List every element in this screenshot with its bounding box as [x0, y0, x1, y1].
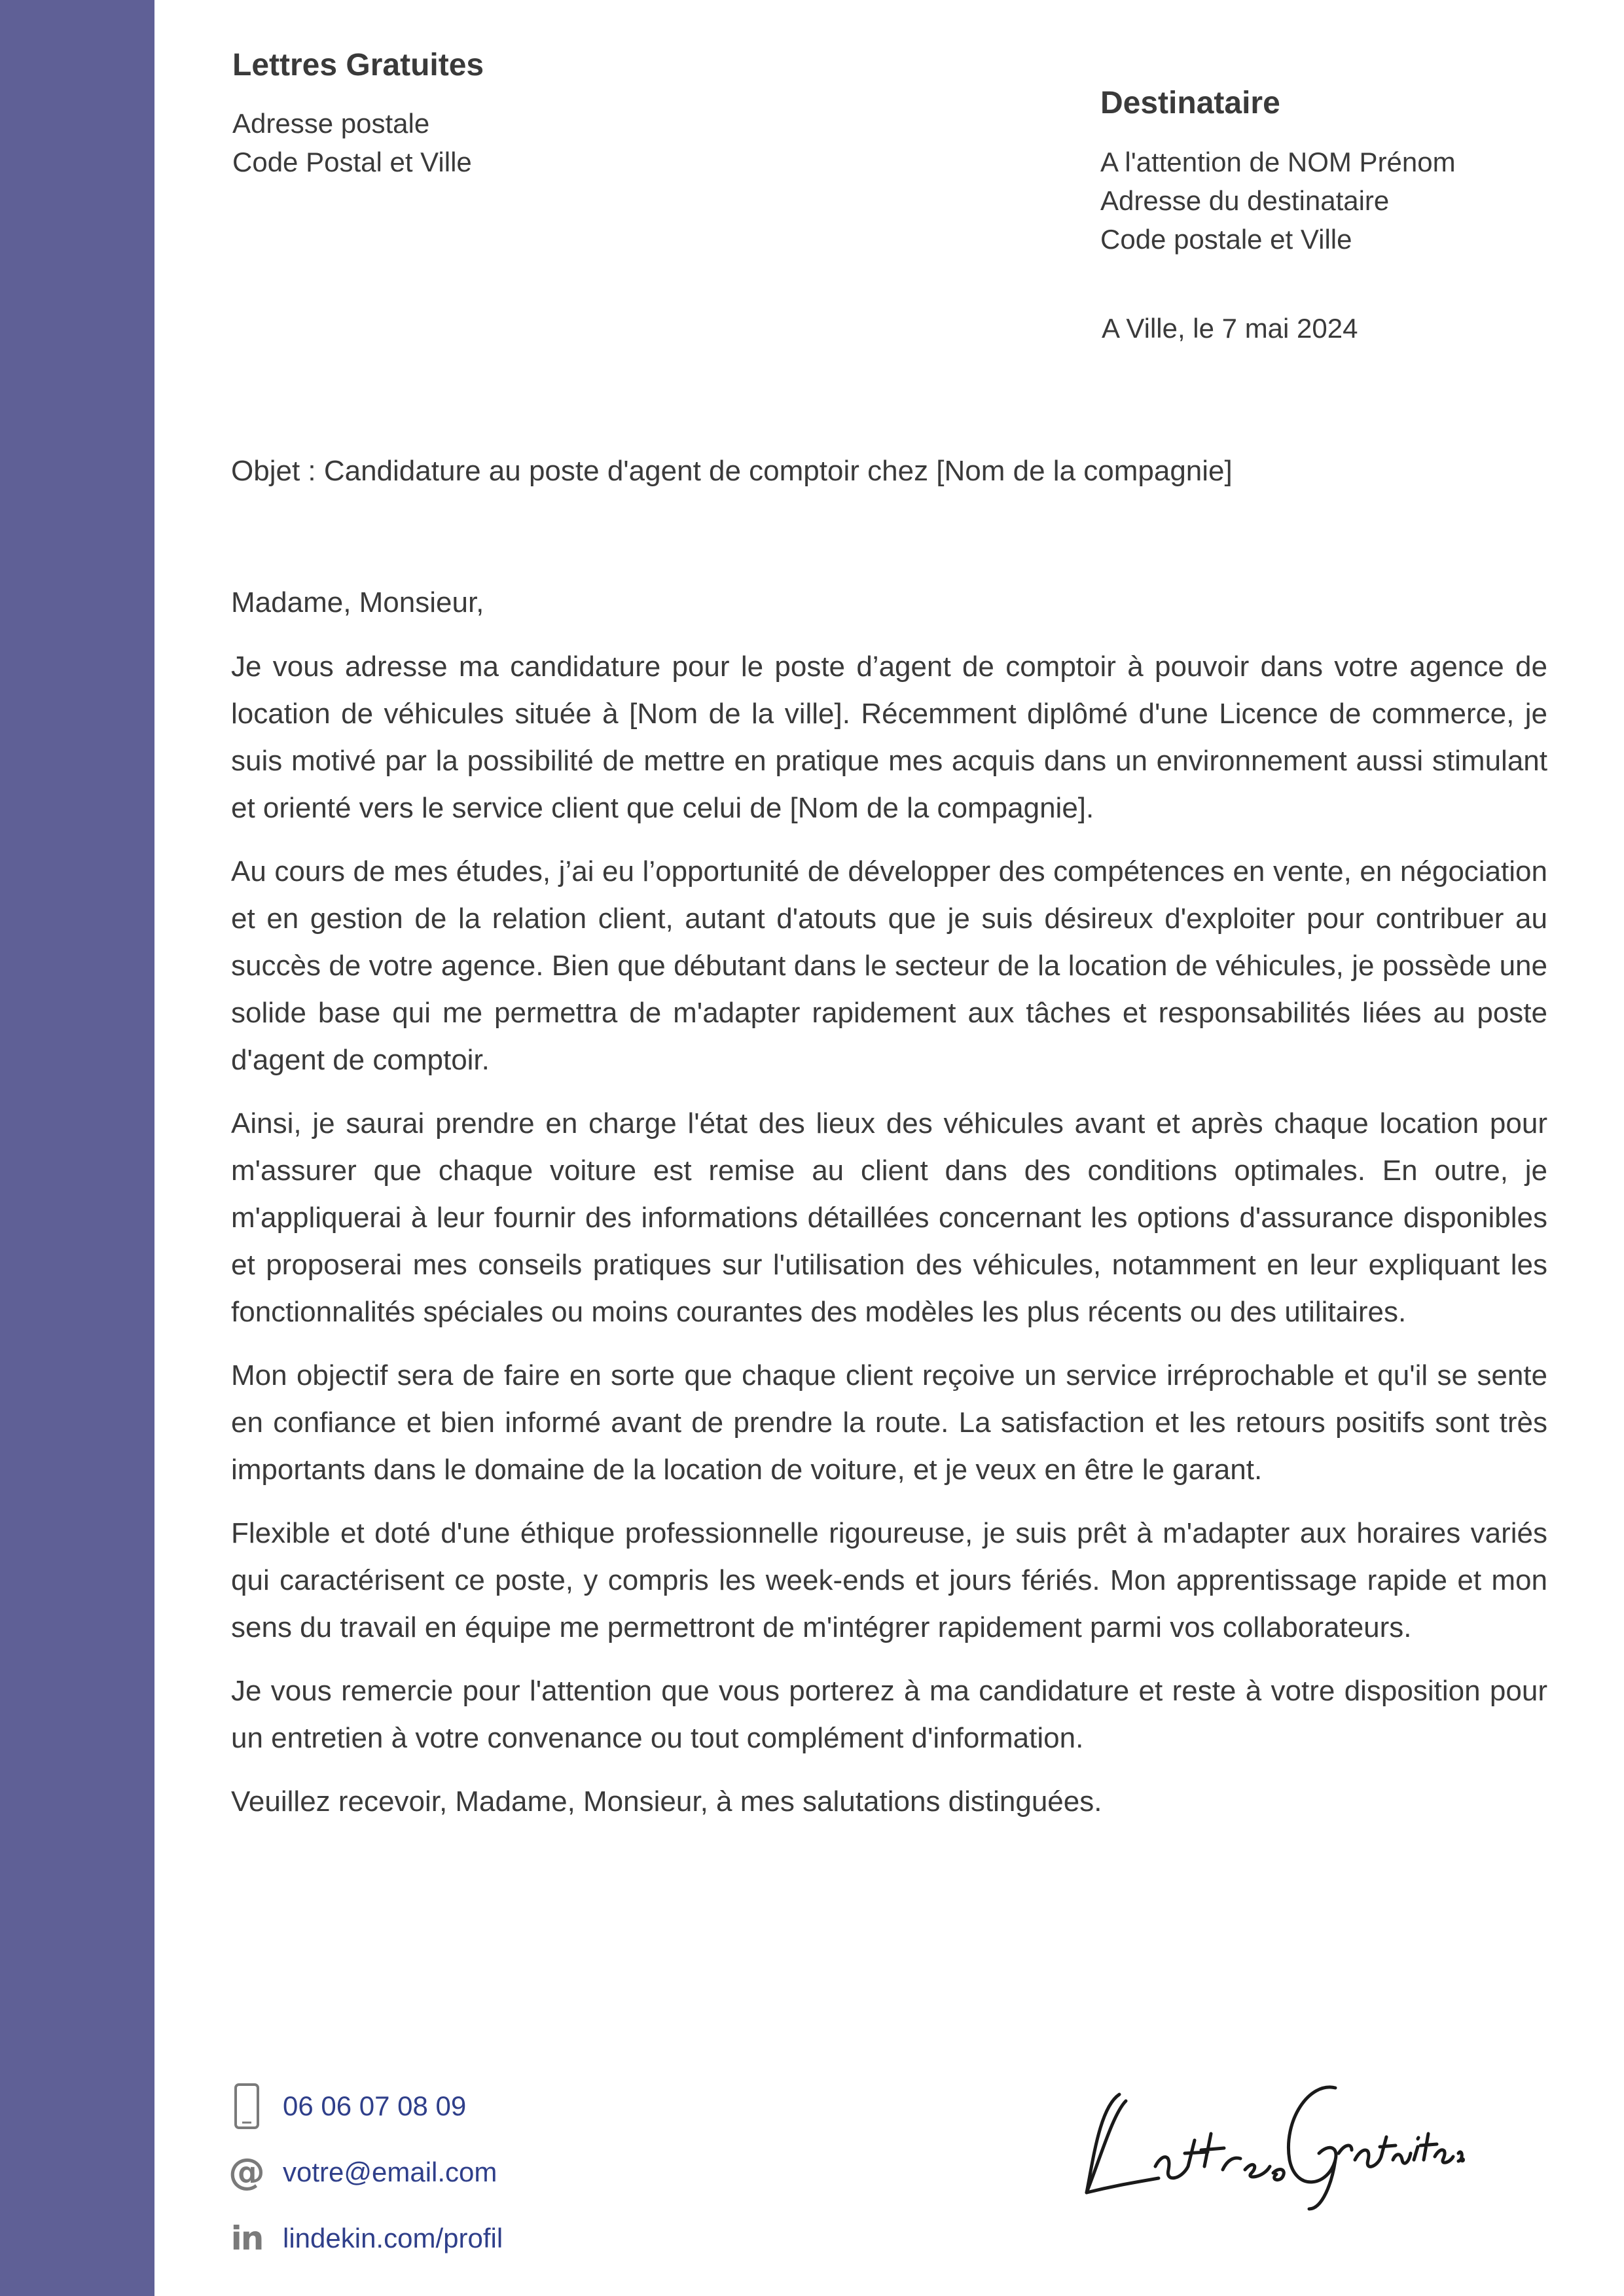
recipient-address: Adresse du destinataire: [1100, 185, 1390, 216]
phone-icon: [228, 2080, 266, 2132]
contact-email: [228, 2146, 497, 2198]
closing: Veuillez recevoir, Madame, Monsieur, à mes salutations distinguées.: [231, 1785, 1102, 1818]
linkedin-icon: in: [230, 2219, 263, 2257]
at-sign-icon: @: [228, 2151, 265, 2193]
salutation: Madame, Monsieur,: [231, 586, 484, 619]
sender-name: Lettres Gratuites: [232, 48, 484, 82]
paragraph-1: Je vous adresse ma candidature pour le poste d’agent de comptoir à pouvoir dans votre agence de location de véhicules située à [Nom de la ville]. Récemment diplômé d'une Licence de commerce, je suis motivé par la possibilité de mettre en pratique mes acquis dans un environnement aussi stimulant et orienté vers le service client que celui de [Nom de la compagnie].: [231, 651, 1547, 824]
handwritten-signature: [1074, 2062, 1466, 2219]
paragraph-6: Je vous remercie pour l'attention que vous porterez à ma candidature et reste à votre disposition pour un entretien à votre convenance ou tout complément d'information.: [231, 1675, 1547, 1754]
contact-linkedin: [228, 2212, 503, 2265]
paragraph-5: Flexible et doté d'une éthique professionnelle rigoureuse, je suis prêt à m'adapter aux horaires variés qui caractérisent ce poste, y compris les week-ends et jours fériés. Mon apprentissage rapide et mon sens du travail en équipe me permettront de m'intégrer rapidement parmi vos collaborateurs.: [231, 1517, 1547, 1643]
letter-date: A Ville, le 7 mai 2024: [1102, 313, 1358, 344]
sidebar-band: [0, 0, 154, 2296]
paragraph-2: Au cours de mes études, j’ai eu l’opportunité de développer des compétences en vente, en négociation et en gestion de la relation client, autant d'atouts que je suis désireux d'exploiter pour contribuer au succès de votre agence. Bien que débutant dans le secteur de la location de véhicules, je possède une solide base qui me permettra de m'adapter rapidement aux tâches et responsabilités liées au poste d'agent de comptoir.: [231, 855, 1547, 1076]
email-address[interactable]: votre@email.com: [283, 2157, 497, 2187]
sender-address: Adresse postale: [232, 108, 430, 139]
paragraph-3: Ainsi, je saurai prendre en charge l'état des lieux des véhicules avant et après chaque location pour m'assurer que chaque voiture est remise au client dans des conditions optimales. En outre, je m'appliquerai à leur fournir des informations détaillées concernant les options d'assurance disponibles et proposerai mes conseils pratiques sur l'utilisation des véhicules, notamment en leur expliquant les fonctionnalités spéciales ou moins courantes des modèles les plus récents ou des utilitaires.: [231, 1107, 1547, 1328]
paragraph-4: Mon objectif sera de faire en sorte que chaque client reçoive un service irréprochable et qu'il se sente en confiance et bien informé avant de prendre la route. La satisfaction et les retours positifs sont très importants dans le domaine de la location de voiture, et je veux en être le garant.: [231, 1359, 1547, 1486]
sender-city: Code Postal et Ville: [232, 147, 472, 177]
letter-subject: Objet : Candidature au poste d'agent de comptoir chez [Nom de la compagnie]: [231, 455, 1233, 487]
linkedin-url[interactable]: lindekin.com/profil: [283, 2223, 503, 2253]
contact-phone: [228, 2080, 466, 2132]
letter-body: [231, 579, 1547, 1842]
phone-number[interactable]: 06 06 07 08 09: [283, 2090, 467, 2121]
recipient-attention: A l'attention de NOM Prénom: [1100, 147, 1456, 177]
recipient-title: Destinataire: [1100, 86, 1280, 120]
recipient-city: Code postale et Ville: [1100, 224, 1352, 255]
